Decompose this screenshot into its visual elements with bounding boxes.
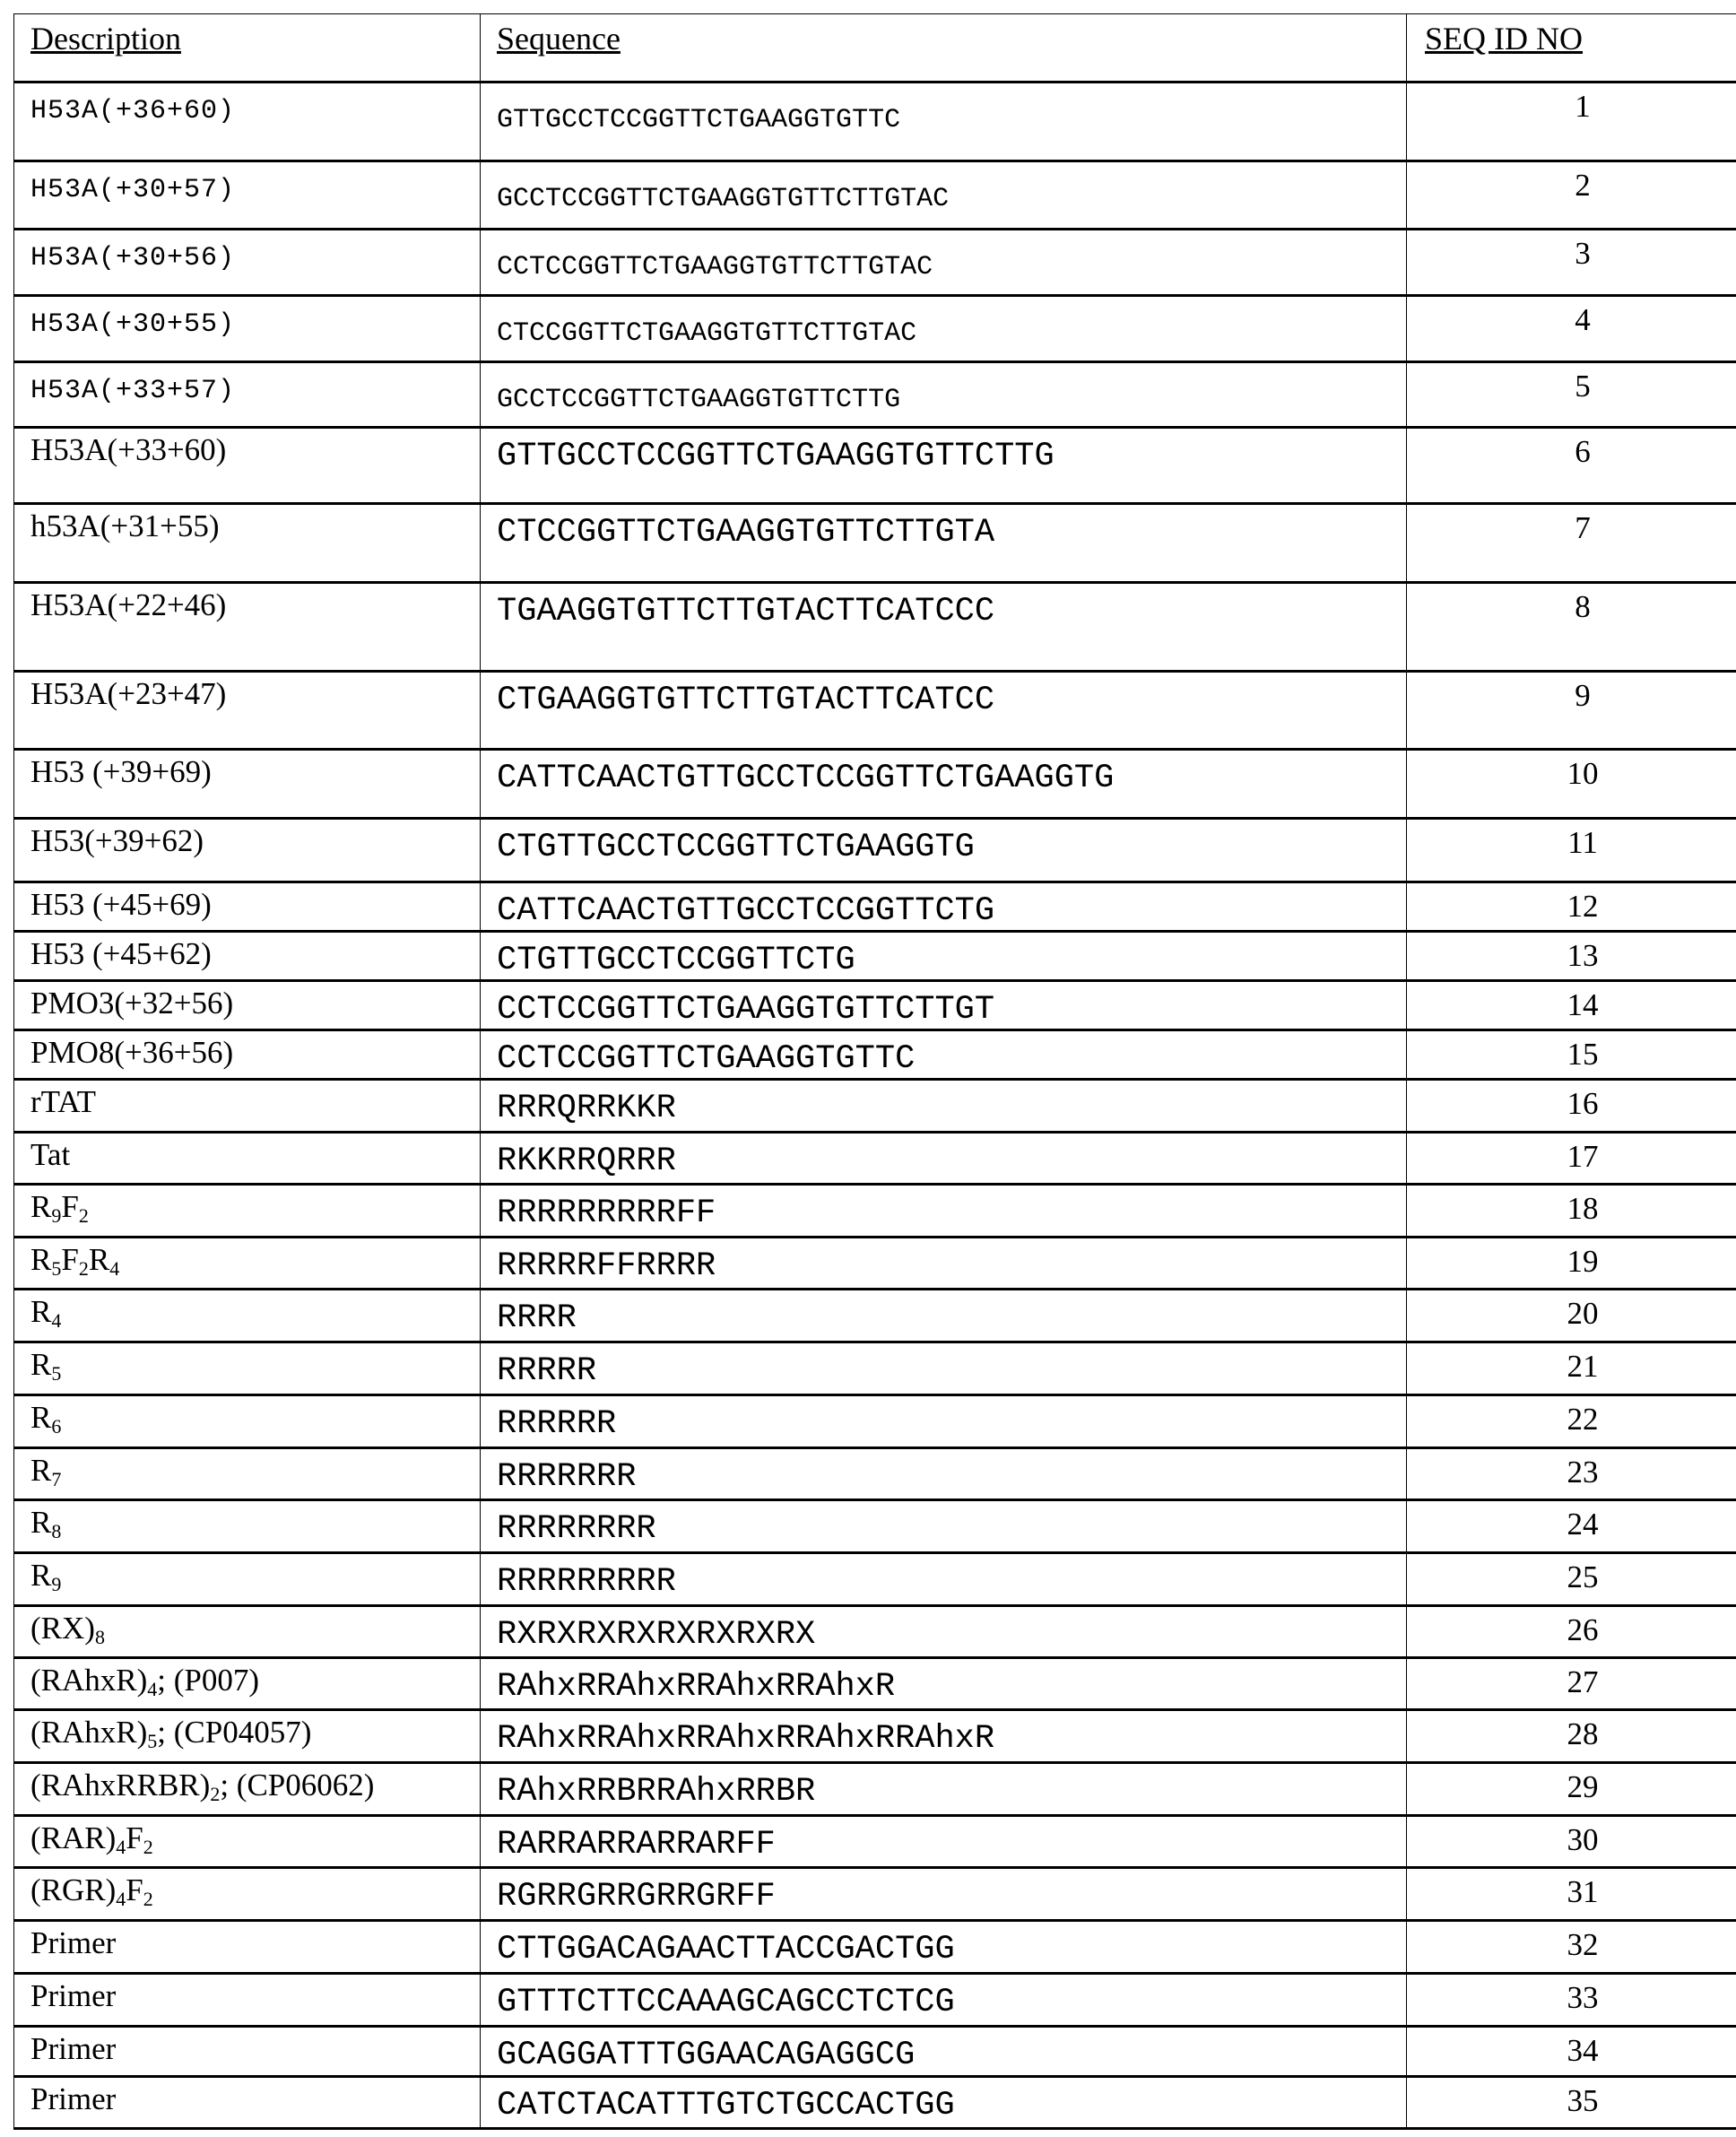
- table-row: [14, 1030, 1736, 1080]
- description-text: Tat: [30, 1137, 70, 1172]
- description-text: H53A(+30+57): [30, 175, 235, 205]
- table-row: [14, 1658, 1736, 1710]
- description-text: H53(+39+62): [30, 823, 204, 858]
- description-cell: [14, 1500, 481, 1553]
- sequence-cell: RRRR: [481, 1290, 1407, 1342]
- description-text: PMO8(+36+56): [30, 1035, 233, 1070]
- description-subscript: 2: [143, 1888, 153, 1910]
- description-cell: [14, 504, 481, 583]
- description-cell: [14, 428, 481, 504]
- sequence-cell: GTTGCCTCCGGTTCTGAAGGTGTTC: [481, 83, 1407, 161]
- table-row: [14, 819, 1736, 882]
- description-text: (RGR): [30, 1872, 116, 1907]
- description-subscript: 4: [116, 1836, 126, 1858]
- seq-id-cell: 8: [1407, 583, 1736, 672]
- table-row: [14, 2027, 1736, 2077]
- seq-id-cell: 1: [1407, 83, 1736, 161]
- description-cell: [14, 362, 481, 428]
- sequence-cell: CCTCCGGTTCTGAAGGTGTTC: [481, 1030, 1407, 1080]
- description-text: ; (P007): [157, 1663, 259, 1698]
- description-subscript: 2: [79, 1257, 89, 1280]
- description-subscript: 4: [147, 1678, 157, 1700]
- table-row: [14, 882, 1736, 932]
- seq-id-cell: 13: [1407, 932, 1736, 981]
- description-text: H53A(+23+47): [30, 676, 226, 711]
- sequence-cell: CTCCGGTTCTGAAGGTGTTCTTGTA: [481, 504, 1407, 583]
- description-cell: [14, 672, 481, 750]
- description-text: R: [30, 1453, 51, 1488]
- description-text: F: [61, 1242, 78, 1277]
- sequence-cell: CTGAAGGTGTTCTTGTACTTCATCC: [481, 672, 1407, 750]
- description-cell: [14, 296, 481, 362]
- description-text: h53A(+31+55): [30, 508, 220, 543]
- description-cell: [14, 1133, 481, 1185]
- sequence-cell: RAhxRRAhxRRAhxRRAhxRRAhxR: [481, 1710, 1407, 1763]
- sequence-cell: RRRRRRRRR: [481, 1553, 1407, 1606]
- description-cell: [14, 882, 481, 932]
- seq-id-cell: 28: [1407, 1710, 1736, 1763]
- description-subscript: 5: [147, 1730, 157, 1752]
- sequence-cell: RRRQRRKKR: [481, 1080, 1407, 1133]
- seq-id-cell: 30: [1407, 1816, 1736, 1868]
- description-cell: [14, 750, 481, 819]
- description-subscript: 7: [51, 1468, 61, 1490]
- description-text: H53A(+36+60): [30, 96, 235, 126]
- seq-id-cell: 26: [1407, 1606, 1736, 1658]
- sequence-cell: RRRRRRRR: [481, 1500, 1407, 1553]
- seq-id-cell: 20: [1407, 1290, 1736, 1342]
- description-cell: [14, 1238, 481, 1290]
- table-row: [14, 161, 1736, 230]
- seq-id-cell: 27: [1407, 1658, 1736, 1710]
- seq-id-cell: 9: [1407, 672, 1736, 750]
- description-subscript: 9: [51, 1573, 61, 1595]
- table-row: [14, 1816, 1736, 1868]
- description-text: Primer: [30, 2081, 116, 2116]
- description-cell: [14, 2027, 481, 2077]
- seq-id-cell: 18: [1407, 1185, 1736, 1238]
- table-row: [14, 750, 1736, 819]
- description-cell: [14, 1185, 481, 1238]
- seq-id-cell: 3: [1407, 230, 1736, 296]
- description-cell: [14, 1974, 481, 2027]
- table-row: [14, 1500, 1736, 1553]
- description-cell: [14, 1658, 481, 1710]
- description-subscript: 2: [143, 1836, 153, 1858]
- seq-id-cell: 14: [1407, 981, 1736, 1030]
- description-text: R: [30, 1505, 51, 1540]
- table-row: [14, 504, 1736, 583]
- table-row: [14, 1606, 1736, 1658]
- table-row: [14, 1710, 1736, 1763]
- sequence-cell: CATTCAACTGTTGCCTCCGGTTCTG: [481, 882, 1407, 932]
- sequence-cell: RRRRRFFRRRR: [481, 1238, 1407, 1290]
- description-text: H53A(+33+60): [30, 432, 226, 467]
- description-cell: [14, 1816, 481, 1868]
- description-cell: [14, 1342, 481, 1395]
- sequence-cell: CCTCCGGTTCTGAAGGTGTTCTTGT: [481, 981, 1407, 1030]
- seq-id-cell: 33: [1407, 1974, 1736, 2027]
- seq-id-cell: 31: [1407, 1868, 1736, 1921]
- description-subscript: 4: [109, 1257, 119, 1280]
- seq-id-cell: 7: [1407, 504, 1736, 583]
- description-text: H53A(+33+57): [30, 376, 235, 406]
- description-cell: [14, 1030, 481, 1080]
- description-text: (RAhxR): [30, 1663, 147, 1698]
- sequence-cell: CTCCGGTTCTGAAGGTGTTCTTGTAC: [481, 296, 1407, 362]
- description-text: H53 (+39+69): [30, 754, 212, 789]
- description-cell: [14, 161, 481, 230]
- description-text: PMO3(+32+56): [30, 986, 233, 1021]
- sequence-cell: RRRRRRR: [481, 1448, 1407, 1500]
- table-row: [14, 1238, 1736, 1290]
- description-cell: [14, 1448, 481, 1500]
- table-row: [14, 583, 1736, 672]
- description-text: Primer: [30, 2031, 116, 2066]
- table-row: [14, 230, 1736, 296]
- seq-id-cell: 21: [1407, 1342, 1736, 1395]
- description-cell: [14, 1606, 481, 1658]
- table-row: [14, 1763, 1736, 1816]
- description-subscript: 8: [95, 1626, 105, 1648]
- header-sequence: Sequence: [481, 14, 1407, 83]
- sequence-cell: GCCTCCGGTTCTGAAGGTGTTCTTGTAC: [481, 161, 1407, 230]
- table-row: [14, 1868, 1736, 1921]
- seq-id-cell: 19: [1407, 1238, 1736, 1290]
- table-row: [14, 1974, 1736, 2027]
- description-text: R: [30, 1400, 51, 1435]
- seq-id-cell: 32: [1407, 1921, 1736, 1974]
- table-row: [14, 296, 1736, 362]
- seq-id-cell: 23: [1407, 1448, 1736, 1500]
- description-cell: [14, 1290, 481, 1342]
- description-cell: [14, 1710, 481, 1763]
- sequence-cell: CCTCCGGTTCTGAAGGTGTTCTTGTAC: [481, 230, 1407, 296]
- seq-id-cell: 4: [1407, 296, 1736, 362]
- seq-id-cell: 5: [1407, 362, 1736, 428]
- sequence-cell: CTGTTGCCTCCGGTTCTGAAGGTG: [481, 819, 1407, 882]
- sequence-cell: RGRRGRRGRRGRFF: [481, 1868, 1407, 1921]
- description-text: F: [126, 1872, 143, 1907]
- seq-id-cell: 10: [1407, 750, 1736, 819]
- description-cell: [14, 932, 481, 981]
- sequence-cell: RRRRRR: [481, 1395, 1407, 1448]
- description-text: H53A(+22+46): [30, 587, 226, 622]
- description-subscript: 9: [51, 1204, 61, 1227]
- sequence-cell: GCAGGATTTGGAACAGAGGCG: [481, 2027, 1407, 2077]
- description-subscript: 4: [51, 1309, 61, 1332]
- description-subscript: 8: [51, 1520, 61, 1542]
- sequence-cell: GTTGCCTCCGGTTCTGAAGGTGTTCTTG: [481, 428, 1407, 504]
- description-text: rTAT: [30, 1084, 96, 1119]
- sequence-cell: RRRRR: [481, 1342, 1407, 1395]
- table-row: [14, 1448, 1736, 1500]
- table-row: [14, 1080, 1736, 1133]
- seq-id-cell: 34: [1407, 2027, 1736, 2077]
- description-text: Primer: [30, 1925, 116, 1960]
- seq-id-cell: 6: [1407, 428, 1736, 504]
- table-row: [14, 672, 1736, 750]
- seq-id-cell: 16: [1407, 1080, 1736, 1133]
- sequence-table: [13, 13, 1736, 2130]
- description-text: R: [30, 1558, 51, 1593]
- description-text: H53 (+45+62): [30, 936, 212, 971]
- sequence-cell: GTTTCTTCCAAAGCAGCCTCTCG: [481, 1974, 1407, 2027]
- description-text: H53 (+45+69): [30, 887, 212, 922]
- description-text: R: [30, 1347, 51, 1382]
- description-subscript: 2: [79, 1204, 89, 1227]
- seq-id-cell: 15: [1407, 1030, 1736, 1080]
- description-subscript: 5: [51, 1257, 61, 1280]
- seq-id-cell: 24: [1407, 1500, 1736, 1553]
- description-cell: [14, 819, 481, 882]
- seq-id-cell: 12: [1407, 882, 1736, 932]
- table-row: [14, 1553, 1736, 1606]
- description-cell: [14, 1553, 481, 1606]
- table-row: [14, 2077, 1736, 2129]
- seq-id-cell: 11: [1407, 819, 1736, 882]
- sequence-cell: RAhxRRBRRAhxRRBR: [481, 1763, 1407, 1816]
- description-text: (RX): [30, 1611, 95, 1646]
- description-cell: [14, 1080, 481, 1133]
- sequence-cell: RXRXRXRXRXRXRXRX: [481, 1606, 1407, 1658]
- description-cell: [14, 1921, 481, 1974]
- description-subscript: 4: [116, 1888, 126, 1910]
- description-cell: [14, 83, 481, 161]
- description-text: ; (CP04057): [157, 1715, 311, 1750]
- header-description: Description: [14, 14, 481, 83]
- description-text: Primer: [30, 1978, 116, 2013]
- sequence-cell: TGAAGGTGTTCTTGTACTTCATCCC: [481, 583, 1407, 672]
- description-text: (RAhxR): [30, 1715, 147, 1750]
- sequence-cell: CTTGGACAGAACTTACCGACTGG: [481, 1921, 1407, 1974]
- description-cell: [14, 1868, 481, 1921]
- sequence-cell: RRRRRRRRRFF: [481, 1185, 1407, 1238]
- seq-id-cell: 25: [1407, 1553, 1736, 1606]
- table-row: [14, 428, 1736, 504]
- description-cell: [14, 230, 481, 296]
- description-text: F: [126, 1820, 143, 1855]
- description-text: F: [61, 1189, 78, 1224]
- table-row: [14, 932, 1736, 981]
- sequence-cell: RAhxRRAhxRRAhxRRAhxR: [481, 1658, 1407, 1710]
- description-subscript: 2: [210, 1783, 220, 1805]
- description-text: H53A(+30+55): [30, 309, 235, 340]
- description-text: H53A(+30+56): [30, 243, 235, 274]
- table-row: [14, 981, 1736, 1030]
- seq-id-cell: 22: [1407, 1395, 1736, 1448]
- description-text: R: [30, 1189, 51, 1224]
- table-row: [14, 83, 1736, 161]
- sequence-cell: CATCTACATTTGTCTGCCACTGG: [481, 2077, 1407, 2129]
- description-subscript: 6: [51, 1415, 61, 1438]
- header-seq-id: SEQ ID NO: [1407, 14, 1736, 83]
- sequence-cell: GCCTCCGGTTCTGAAGGTGTTCTTG: [481, 362, 1407, 428]
- table-row: [14, 1290, 1736, 1342]
- sequence-cell: RARRARRARRARFF: [481, 1816, 1407, 1868]
- table-row: [14, 1185, 1736, 1238]
- description-text: R: [89, 1242, 109, 1277]
- description-text: (RAR): [30, 1820, 116, 1855]
- table-row: [14, 1395, 1736, 1448]
- sequence-cell: RKKRRQRRR: [481, 1133, 1407, 1185]
- description-text: R: [30, 1294, 51, 1329]
- seq-id-cell: 35: [1407, 2077, 1736, 2129]
- table-row: [14, 1342, 1736, 1395]
- description-text: (RAhxRRBR): [30, 1768, 210, 1803]
- description-subscript: 5: [51, 1362, 61, 1385]
- sequence-cell: CATTCAACTGTTGCCTCCGGTTCTGAAGGTG: [481, 750, 1407, 819]
- description-text: ; (CP06062): [220, 1768, 374, 1803]
- seq-id-cell: 29: [1407, 1763, 1736, 1816]
- seq-id-cell: 17: [1407, 1133, 1736, 1185]
- sequence-cell: CTGTTGCCTCCGGTTCTG: [481, 932, 1407, 981]
- seq-id-cell: 2: [1407, 161, 1736, 230]
- description-cell: [14, 1763, 481, 1816]
- table-row: [14, 1921, 1736, 1974]
- description-text: R: [30, 1242, 51, 1277]
- table-row: [14, 1133, 1736, 1185]
- description-cell: [14, 981, 481, 1030]
- header-row: [14, 14, 1736, 83]
- table-row: [14, 362, 1736, 428]
- description-cell: [14, 583, 481, 672]
- description-cell: [14, 2077, 481, 2129]
- description-cell: [14, 1395, 481, 1448]
